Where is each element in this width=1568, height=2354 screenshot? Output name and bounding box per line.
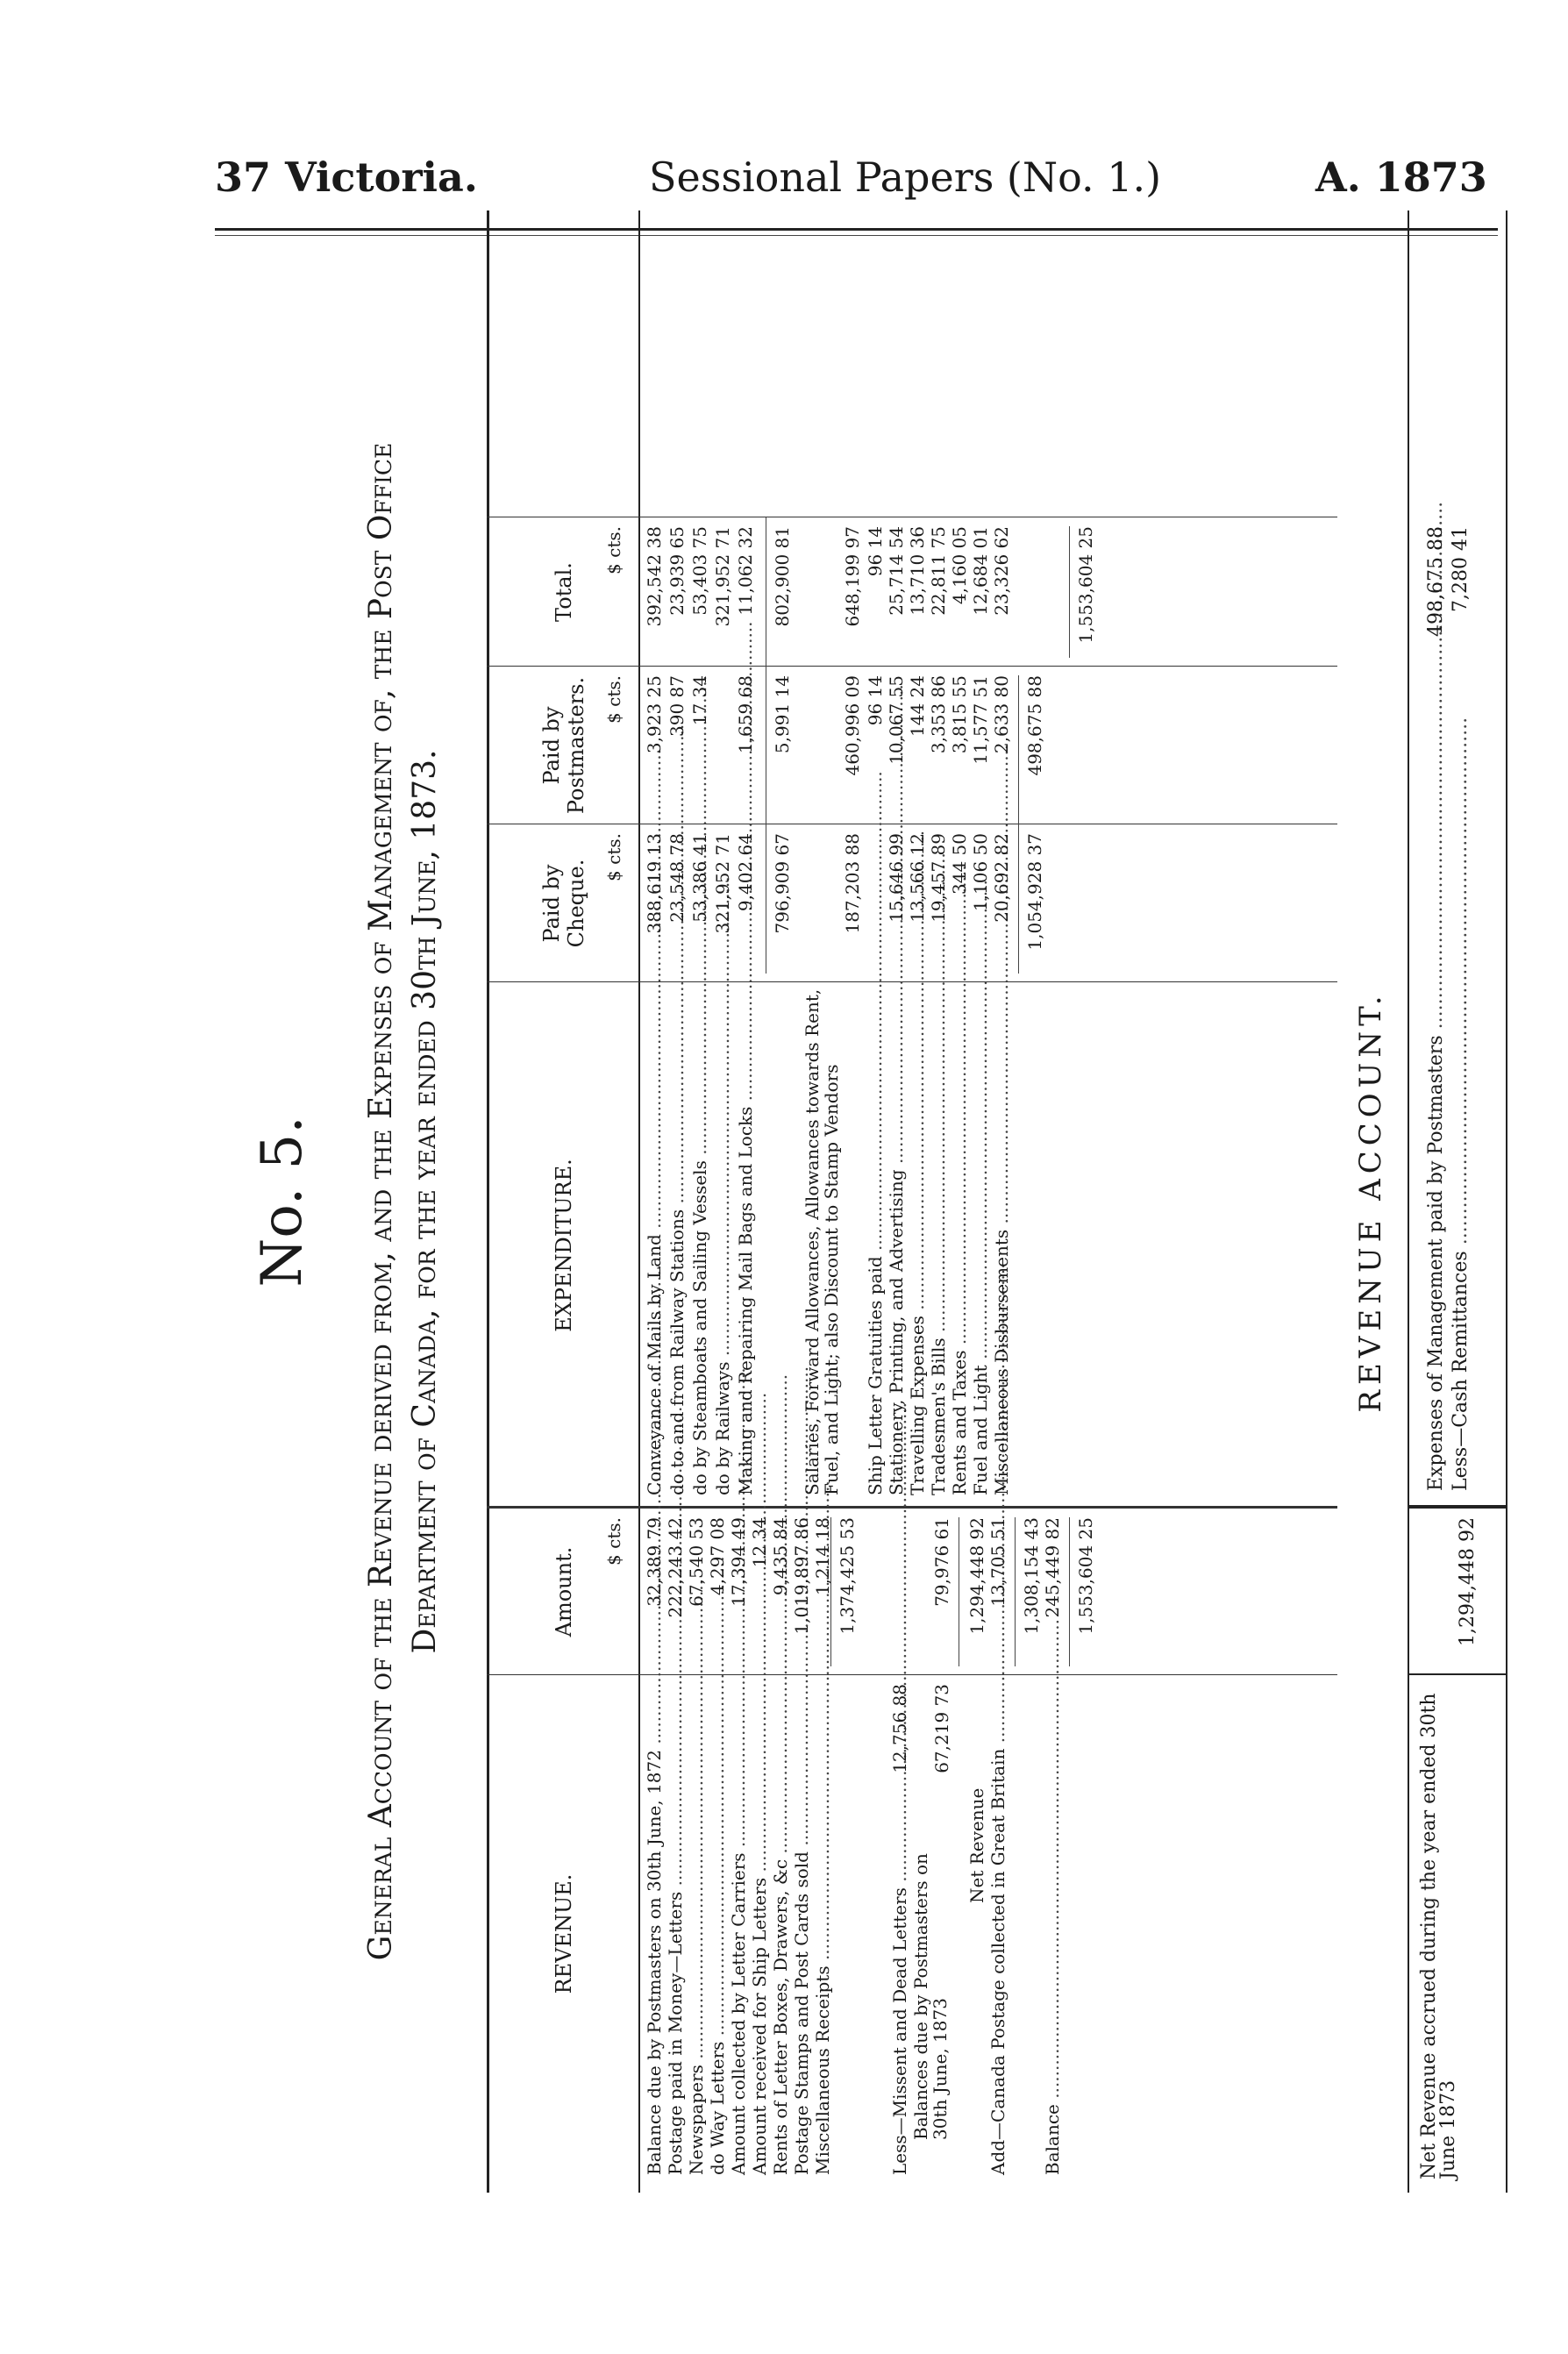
expenditure-row-label: Ship Letter Gratuities paid ..... — [866, 991, 885, 1495]
ra-expenses-amount: 498,675 88 — [1425, 526, 1447, 637]
expenditure-row-cheque: 53,386 41 — [689, 833, 710, 923]
less-total: 79,976 61 — [931, 1517, 952, 1607]
grand-total: 1,553,604 25 — [1075, 1517, 1096, 1635]
subtotal-rule — [1015, 1517, 1016, 1666]
cheque-header: Paid by Cheque. — [539, 859, 588, 948]
exp-subtotal-total: 802,900 81 — [772, 526, 793, 627]
revenue-row-amount: 1,214 18 — [812, 1517, 833, 1596]
revenue-row-amount: 9,435 84 — [770, 1517, 791, 1596]
sum-amount: 1,308,154 43 — [1021, 1517, 1042, 1635]
expenditure-row-label: Conveyance of Mails by Land ..... — [645, 991, 664, 1495]
expenditure-row-postmasters: 1,659 68 — [735, 675, 756, 754]
balance-label: Balance ..... — [1043, 1684, 1062, 2175]
exp-subtotal-postmasters: 5,991 14 — [772, 675, 793, 754]
expenditure-header: EXPENDITURE. — [552, 1159, 576, 1332]
exp-total-cheque: 1,054,928 37 — [1024, 833, 1045, 951]
expenditure-row-label: do by Steamboats and Sailing Vessels ..... — [690, 991, 709, 1495]
expenditure-row-label: do to and from Railway Stations ..... — [667, 991, 687, 1495]
total-units: $ cts. — [603, 526, 624, 574]
salaries-postmasters: 460,996 09 — [842, 675, 863, 776]
revenue-row-amount: 1,019,897 86 — [791, 1517, 812, 1635]
salaries-label: Salaries, Forward Allowances, Allowances towards Rent, Fuel, and Light; also Discount to Stamp Vendors — [802, 988, 842, 1495]
expenditure-row-label: Making and Repairing Mail Bags and Locks ..... — [736, 991, 755, 1495]
add-label: Add—Canada Postage collected in Great Britain ..... — [988, 1684, 1008, 2175]
total-rule — [1069, 1517, 1070, 1666]
header-center: Sessional Papers (No. 1.) — [649, 153, 1162, 201]
caption-line-1: General Account of the Revenue derived from, and the Expenses of Management of, the Post Office — [363, 442, 399, 1961]
cheque-units: $ cts. — [603, 833, 624, 881]
revenue-row-label: Amount received for Ship Letters ..... — [750, 1684, 769, 2175]
caption-line-2: Department of Canada, for the year ended 30th June, 1873. — [407, 749, 443, 1654]
revenue-row-amount: 12 34 — [749, 1517, 770, 1568]
document-number: No. 5. — [250, 1116, 315, 1288]
expenditure-row-cheque: 321,952 71 — [712, 833, 733, 934]
expenditure-row-total: 321,952 71 — [712, 526, 733, 627]
expenditure-row-total: 96 14 — [865, 526, 886, 577]
expenditure-row-label: do by Railways ..... — [713, 991, 732, 1495]
expenditure-row-label: Miscellaneous Disbursements ..... — [992, 991, 1011, 1495]
expenditure-row-postmasters: 3,923 25 — [644, 675, 665, 754]
revenue-row-label: Newspapers ..... — [687, 1684, 706, 2175]
expenditure-row-cheque: 344 50 — [949, 833, 970, 895]
expenditure-row-postmasters: 3,815 55 — [949, 675, 970, 754]
subtotal-rule — [1018, 675, 1019, 974]
revenue-row-amount: 17,394 49 — [728, 1517, 749, 1607]
document-caption — [360, 246, 447, 2158]
expenditure-row-total: 4,160 05 — [949, 526, 970, 605]
ra-net-amount: 1,294,448 92 — [1457, 1517, 1479, 1646]
expenditure-row-total: 11,062 32 — [735, 526, 756, 616]
table-body — [636, 210, 1337, 2193]
net-revenue-label: Net Revenue — [966, 1787, 987, 1903]
revenue-row-label: Postage paid in Money—Letters ..... — [666, 1684, 685, 2175]
expenditure-row-total: 23,939 65 — [666, 526, 688, 616]
revenue-row-amount: 67,540 53 — [686, 1517, 707, 1607]
expenditure-row-total: 22,811 75 — [928, 526, 949, 616]
expenditure-row-postmasters: 3,353 86 — [928, 675, 949, 754]
revenue-row-label: Rents of Letter Boxes, Drawers, &c ..... — [771, 1684, 790, 2175]
total-rule — [1069, 526, 1070, 658]
expenditure-row-postmasters: 96 14 — [865, 675, 886, 726]
ra-net-label: Net Revenue accrued during the year ended 30th June 1873 — [1418, 1693, 1459, 2179]
less-label: Less—Missent and Dead Letters ..... — [890, 1824, 909, 2175]
expenditure-row-total: 392,542 38 — [644, 526, 665, 627]
ra-less-label: Less—Cash Remittances ..... — [1451, 675, 1471, 1491]
expenditure-row-total: 25,714 54 — [886, 526, 907, 616]
expenditure-row-postmasters: 17 34 — [689, 675, 710, 726]
ra-less-amount: 7,280 41 — [1450, 526, 1472, 612]
expenditure-row-total: 23,326 62 — [991, 526, 1012, 616]
salaries-cheque: 187,203 88 — [842, 833, 863, 934]
expenditure-row-postmasters: 2,633 80 — [991, 675, 1012, 754]
total-header: Total. — [552, 562, 576, 622]
expenditure-row-total: 12,684 01 — [970, 526, 991, 616]
revenue-row-amount: 222,243 42 — [665, 1517, 686, 1618]
expenditure-row-cheque: 19,457 89 — [928, 833, 949, 923]
balance-amount: 245,449 82 — [1042, 1517, 1063, 1618]
amount-units: $ cts. — [603, 1517, 624, 1566]
revenue-account-table — [1408, 210, 1507, 2193]
rotated-table-page — [250, 210, 1522, 2193]
add-amount: 13,705 51 — [987, 1517, 1009, 1607]
net-revenue: 1,294,448 92 — [966, 1517, 987, 1635]
postmasters-header: Paid by Postmasters. — [539, 676, 588, 815]
ra-expenses-label: Expenses of Management paid by Postmasters ..... — [1427, 675, 1446, 1491]
revenue-row-label: do Way Letters ..... — [708, 1684, 727, 2175]
expenditure-row-total: 53,403 75 — [689, 526, 710, 616]
expenditure-row-cheque: 15,646 99 — [886, 833, 907, 923]
expenditure-row-cheque: 13,566 12 — [907, 833, 928, 923]
salaries-total: 648,199 97 — [842, 526, 863, 627]
expenditure-row-postmasters: 144 24 — [907, 675, 928, 737]
expenditure-row-cheque: 20,692 82 — [991, 833, 1012, 923]
exp-grand-total: 1,553,604 25 — [1075, 526, 1096, 644]
revenue-header: REVENUE. — [552, 1873, 576, 1994]
revenue-subtotal: 1,374,425 53 — [837, 1517, 858, 1635]
revenue-row-label: Amount collected by Letter Carriers ..... — [729, 1684, 748, 2175]
revenue-row-label: Miscellaneous Receipts ..... — [813, 1684, 832, 2175]
less-inner: 12,756 88 — [889, 1684, 910, 1773]
header-right: A. 1873 — [1315, 153, 1487, 201]
revenue-row-amount: 4,297 08 — [707, 1517, 728, 1596]
revenue-row-amount: 32,389 79 — [644, 1517, 665, 1607]
balances-inner: 67,219 73 — [931, 1684, 952, 1773]
expenditure-row-total: 13,710 36 — [907, 526, 928, 616]
column-rule — [1409, 1505, 1506, 1509]
postmasters-units: $ cts. — [603, 675, 624, 724]
expenditure-row-label: Tradesmen's Bills ..... — [929, 991, 948, 1495]
column-rule — [1409, 1673, 1506, 1675]
exp-subtotal-cheque: 796,909 67 — [772, 833, 793, 934]
revenue-row-label: Postage Stamps and Post Cards sold ..... — [792, 1684, 811, 2175]
expenditure-row-postmasters: 10,067 55 — [886, 675, 907, 765]
revenue-row-label: Balance due by Postmasters on 30th June, 1872 ..... — [645, 1684, 664, 2175]
balances-label: Balances due by Postmasters on 30th June, 1873 — [910, 1853, 951, 2140]
expenditure-row-cheque: 23,548 78 — [666, 833, 688, 923]
expenditure-row-cheque: 9,402 64 — [735, 833, 756, 912]
expenditure-row-cheque: 388,619 13 — [644, 833, 665, 934]
expenditure-row-label: Rents and Taxes ..... — [950, 991, 969, 1495]
subtotal-rule — [830, 1517, 831, 1666]
expenditure-row-postmasters: 390 87 — [666, 675, 688, 737]
expenditure-row-label: Fuel and Light ..... — [971, 991, 990, 1495]
revenue-account-title: REVENUE ACCOUNT. — [1353, 990, 1388, 1413]
table-header — [487, 210, 640, 2193]
exp-total-postmasters: 498,675 88 — [1024, 675, 1045, 776]
expenditure-row-label: Travelling Expenses ..... — [908, 991, 927, 1495]
expenditure-row-postmasters: 11,577 51 — [970, 675, 991, 765]
expenditure-row-cheque: 1,106 50 — [970, 833, 991, 912]
expenditure-row-label: Stationery, Printing, and Advertising ..... — [887, 991, 906, 1495]
amount-header: Amount. — [552, 1546, 576, 1637]
header-left: 37 Victoria. — [215, 153, 478, 201]
